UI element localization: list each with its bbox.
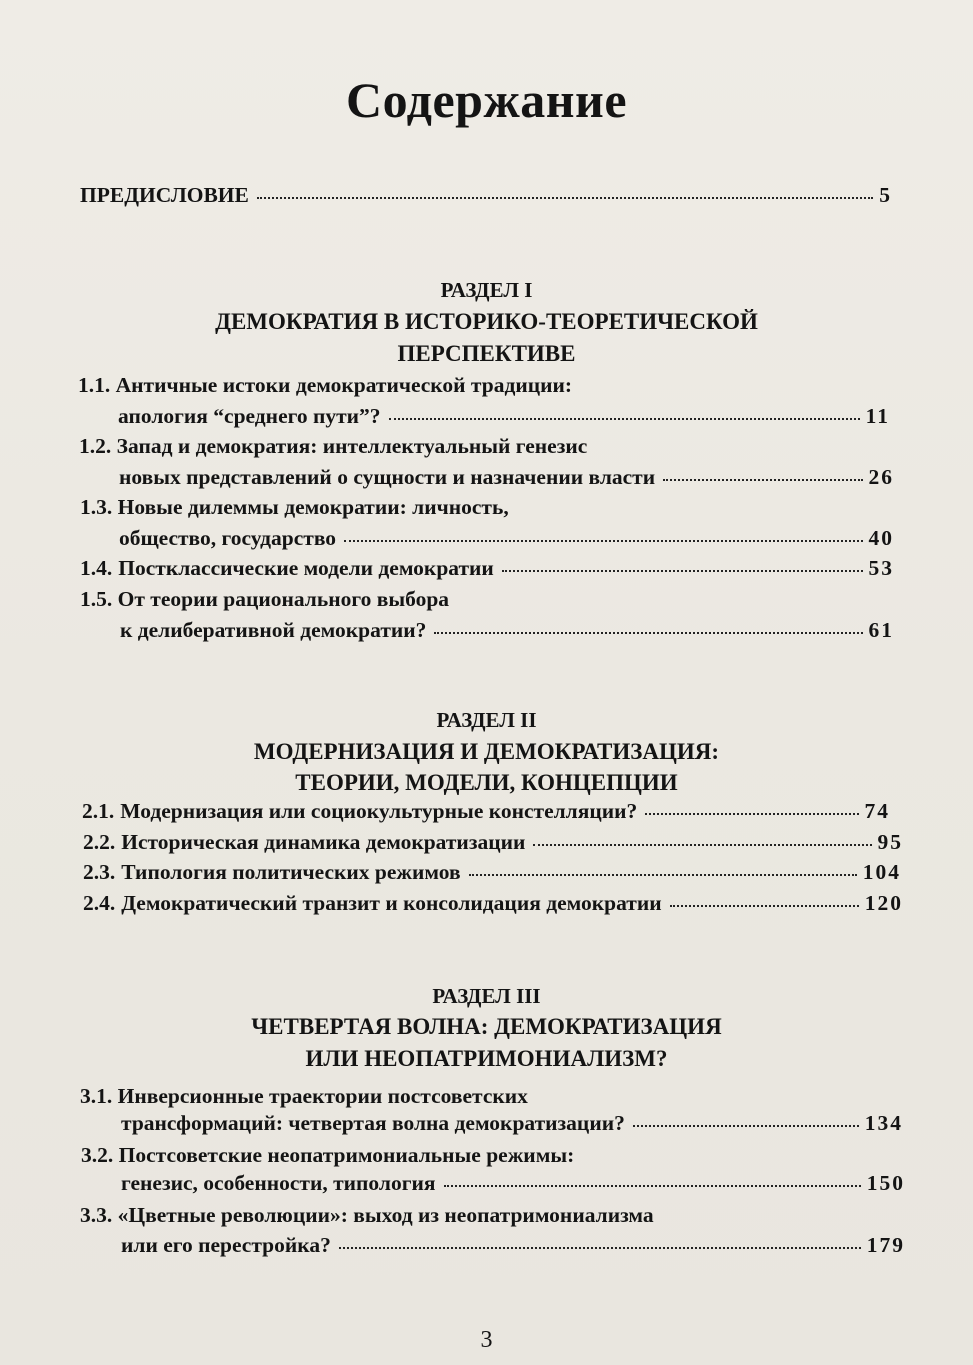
toc-entry-label: новых представлений о сущности и назначении власти	[119, 465, 656, 489]
toc-entry-label: Инверсионные траектории постсоветских	[117, 1084, 528, 1108]
toc-entry-label: ПРЕДИСЛОВИЕ	[80, 183, 249, 207]
dot-leader	[344, 540, 862, 542]
toc-page-number: 5	[879, 183, 892, 207]
toc-entry-label: генезис, особенности, типология	[121, 1171, 436, 1195]
toc-page-number: 26	[868, 465, 894, 489]
toc-page-number: 61	[868, 618, 894, 642]
toc-entry-1-2-cont	[119, 462, 894, 492]
toc-entry-number: 2.4.	[83, 891, 116, 915]
section-heading: РАЗДЕЛ II	[436, 708, 537, 732]
toc-entry-1-5	[80, 584, 449, 614]
toc-entry-3-1	[80, 1081, 528, 1111]
toc-entry-number: 1.1.	[78, 373, 111, 397]
section-title: ДЕМОКРАТИЯ В ИСТОРИКО-ТЕОРЕТИЧЕСКОЙ	[215, 309, 758, 334]
toc-entry-label: Античные истоки демократической традиции:	[115, 373, 573, 397]
dot-leader	[469, 874, 857, 876]
toc-page-number: 74	[864, 799, 890, 823]
toc-entry-1-3-cont	[119, 523, 894, 553]
toc-entry-number: 1.2.	[79, 434, 112, 458]
toc-entry-label: Типология политических режимов	[121, 860, 461, 884]
toc-entry-2-3	[83, 857, 901, 887]
toc-entry-label: общество, государство	[119, 526, 337, 550]
toc-entry-3-1-cont	[121, 1108, 903, 1138]
toc-entry-3-2	[81, 1140, 574, 1170]
toc-entry-label: трансформаций: четвертая волна демократизации?	[121, 1111, 625, 1135]
toc-page-number: 104	[862, 860, 901, 884]
dot-leader	[257, 197, 873, 199]
page-number: 3	[480, 1327, 493, 1353]
toc-entry-label: От теории рационального выбора	[117, 587, 450, 611]
dot-leader	[339, 1247, 861, 1249]
dot-leader	[645, 813, 858, 815]
section-heading: РАЗДЕЛ III	[432, 984, 541, 1008]
toc-entry-label: Демократический транзит и консолидация демократии	[121, 891, 662, 915]
toc-entry-number: 3.3.	[80, 1203, 113, 1227]
toc-page-number: 11	[865, 404, 890, 428]
dot-leader	[633, 1125, 859, 1127]
toc-entry-label: «Цветные революции»: выход из неопатримониализма	[117, 1203, 654, 1227]
page-title: Содержание	[345, 72, 628, 128]
toc-entry-label: Постклассические модели демократии	[118, 556, 494, 580]
toc-entry-1-4	[80, 553, 894, 583]
toc-entry-2-1	[82, 796, 890, 826]
toc-entry-1-1-cont	[118, 401, 890, 431]
toc-entry-label: Запад и демократия: интеллектуальный генезис	[116, 434, 588, 458]
toc-entry-number: 3.1.	[80, 1084, 113, 1108]
dot-leader	[663, 479, 862, 481]
toc-entry-label: или его перестройка?	[121, 1233, 331, 1257]
toc-entry-3-3	[80, 1200, 654, 1230]
toc-page-number: 120	[864, 891, 903, 915]
dot-leader	[444, 1185, 861, 1187]
section-title: ТЕОРИИ, МОДЕЛИ, КОНЦЕПЦИИ	[295, 770, 678, 795]
dot-leader	[434, 632, 862, 634]
toc-entry-1-3	[80, 492, 509, 522]
section-heading: РАЗДЕЛ I	[440, 278, 533, 302]
section-title: ЧЕТВЕРТАЯ ВОЛНА: ДЕМОКРАТИЗАЦИЯ	[251, 1014, 722, 1039]
section-title: ПЕРСПЕКТИВЕ	[397, 341, 576, 366]
toc-entry-number: 1.4.	[80, 556, 113, 580]
toc-page-number: 179	[866, 1233, 905, 1257]
toc-page-number: 95	[877, 830, 903, 854]
toc-page-number: 40	[868, 526, 894, 550]
toc-entry-number: 2.1.	[82, 799, 115, 823]
toc-entry-3-3-cont	[121, 1230, 905, 1260]
toc-entry-1-2	[79, 431, 587, 461]
toc-entry-label: к делиберативной демократии?	[120, 618, 427, 642]
dot-leader	[533, 844, 871, 846]
toc-entry-2-2	[83, 827, 903, 857]
toc-entry-number: 1.5.	[80, 587, 113, 611]
toc-entry-label: Модернизация или социокультурные констелляции?	[120, 799, 638, 823]
toc-entry-number: 2.2.	[83, 830, 116, 854]
section-title: МОДЕРНИЗАЦИЯ И ДЕМОКРАТИЗАЦИЯ:	[253, 739, 720, 764]
dot-leader	[389, 418, 860, 420]
toc-entry-1-1	[78, 370, 572, 400]
toc-entry-3-2-cont	[121, 1168, 905, 1198]
toc-entry-number: 3.2.	[81, 1143, 114, 1167]
toc-entry-preface	[80, 180, 892, 210]
toc-entry-2-4	[83, 888, 903, 918]
toc-entry-1-5-cont	[120, 615, 894, 645]
toc-entry-number: 2.3.	[83, 860, 116, 884]
toc-entry-label: Новые дилеммы демократии: личность,	[117, 495, 509, 519]
dot-leader	[502, 570, 863, 572]
dot-leader	[670, 905, 859, 907]
toc-entry-label: Постсоветские неопатримониальные режимы:	[118, 1143, 575, 1167]
toc-entry-label: апология “среднего пути”?	[118, 404, 381, 428]
toc-page-number: 53	[868, 556, 894, 580]
section-title: ИЛИ НЕОПАТРИМОНИАЛИЗМ?	[305, 1046, 668, 1071]
toc-entry-label: Историческая динамика демократизации	[121, 830, 526, 854]
toc-entry-number: 1.3.	[80, 495, 113, 519]
toc-page-number: 150	[866, 1171, 905, 1195]
toc-page-number: 134	[864, 1111, 903, 1135]
